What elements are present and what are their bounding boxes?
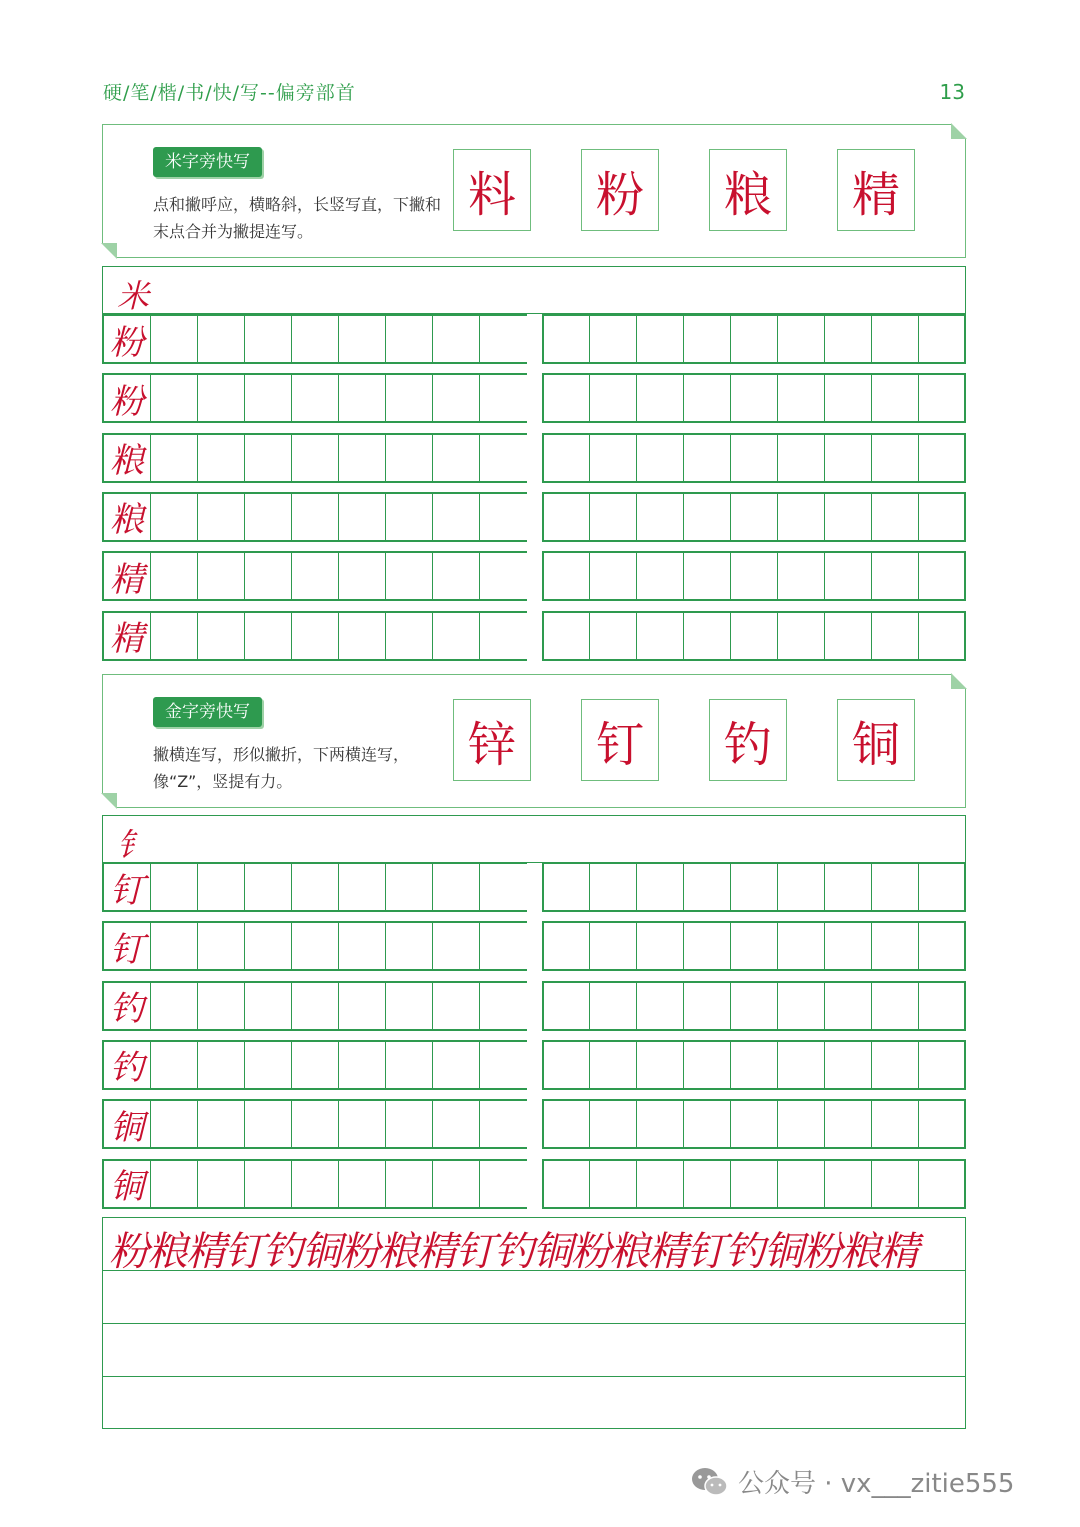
practice-cell[interactable]	[730, 375, 777, 421]
practice-cell[interactable]	[292, 864, 339, 910]
page-header-title: 硬/笔/楷/书/快/写--偏旁部首	[103, 82, 356, 104]
practice-cell[interactable]	[918, 553, 965, 599]
practice-cell[interactable]	[636, 435, 683, 481]
practice-cell[interactable]	[918, 316, 965, 362]
practice-cell[interactable]	[480, 923, 527, 969]
practice-cell[interactable]	[480, 375, 527, 421]
practice-cell[interactable]	[683, 1161, 730, 1207]
practice-cell[interactable]	[386, 1101, 433, 1147]
practice-cell[interactable]	[245, 923, 292, 969]
practice-cell[interactable]	[542, 316, 589, 362]
practice-cell[interactable]	[777, 435, 824, 481]
section-card-jin	[102, 674, 966, 808]
model-row-char: 钉	[104, 923, 151, 969]
practice-cell[interactable]	[386, 864, 433, 910]
model-char-box: 铜	[837, 699, 915, 781]
practice-cell[interactable]	[871, 553, 918, 599]
grid-half-right	[542, 1099, 966, 1149]
footer-text: 公众号 · vx___zitie555	[738, 1469, 1015, 1499]
practice-cell[interactable]	[339, 613, 386, 659]
practice-cell[interactable]	[730, 1101, 777, 1147]
sentence-practice-block	[102, 1217, 966, 1429]
practice-cell[interactable]	[245, 316, 292, 362]
practice-cell[interactable]	[433, 316, 480, 362]
model-char-box: 钉	[581, 699, 659, 781]
practice-cell[interactable]	[198, 983, 245, 1029]
model-row-char: 粮	[104, 435, 151, 481]
practice-sentence: 粉粮精钉钓铜粉粮精钉钓铜粉粮精钉钓铜粉粮精	[109, 1229, 918, 1275]
sentence-line	[103, 1324, 965, 1377]
practice-cell[interactable]	[871, 1042, 918, 1088]
practice-cell[interactable]	[730, 1042, 777, 1088]
section-tag: 金字旁快写	[153, 697, 262, 727]
practice-cell[interactable]	[918, 923, 965, 969]
practice-cell[interactable]	[433, 983, 480, 1029]
practice-cell[interactable]	[292, 375, 339, 421]
practice-cell[interactable]	[871, 375, 918, 421]
practice-cell[interactable]	[683, 375, 730, 421]
practice-cell[interactable]	[433, 923, 480, 969]
practice-cell[interactable]	[871, 1161, 918, 1207]
practice-cell[interactable]	[730, 435, 777, 481]
practice-cell[interactable]	[824, 553, 871, 599]
practice-cell[interactable]	[386, 1161, 433, 1207]
grid-half-right	[542, 1040, 966, 1090]
section-description: 点和撇呼应，横略斜，长竖写直，下撇和末点合并为撇提连写。	[153, 195, 442, 241]
practice-cell[interactable]	[777, 983, 824, 1029]
grid-row	[102, 1099, 966, 1149]
radical-char: 米	[117, 277, 150, 315]
practice-cell[interactable]	[542, 1161, 589, 1207]
model-char-box: 锌	[453, 699, 531, 781]
practice-cell[interactable]	[339, 316, 386, 362]
grid-row	[102, 611, 966, 661]
model-row-char: 粉	[104, 375, 151, 421]
practice-cell[interactable]	[730, 316, 777, 362]
practice-cell[interactable]	[245, 494, 292, 540]
practice-cell[interactable]	[636, 864, 683, 910]
practice-cell[interactable]	[386, 923, 433, 969]
practice-cell[interactable]	[480, 494, 527, 540]
practice-cell[interactable]	[683, 435, 730, 481]
grid-half-left	[102, 1159, 527, 1209]
practice-cell[interactable]	[730, 923, 777, 969]
model-char-box: 粮	[709, 149, 787, 231]
grid-half-left	[102, 862, 527, 912]
grid-half-left	[102, 373, 527, 423]
practice-cell[interactable]	[636, 1042, 683, 1088]
practice-cell[interactable]	[339, 1101, 386, 1147]
practice-cell[interactable]	[824, 923, 871, 969]
practice-cell[interactable]	[589, 553, 636, 599]
practice-cell[interactable]	[683, 1042, 730, 1088]
practice-cell[interactable]	[542, 553, 589, 599]
practice-cell[interactable]	[198, 1161, 245, 1207]
practice-cell[interactable]	[777, 923, 824, 969]
practice-cell[interactable]	[824, 316, 871, 362]
practice-cell[interactable]	[198, 494, 245, 540]
practice-cell[interactable]	[480, 553, 527, 599]
model-row-char: 钓	[104, 983, 151, 1029]
model-char-box: 料	[453, 149, 531, 231]
practice-cell[interactable]	[339, 923, 386, 969]
practice-cell[interactable]	[151, 923, 198, 969]
practice-cell[interactable]	[636, 1101, 683, 1147]
model-row-char: 精	[104, 613, 151, 659]
practice-cell[interactable]	[480, 1161, 527, 1207]
practice-cell[interactable]	[589, 1101, 636, 1147]
practice-cell[interactable]	[292, 1161, 339, 1207]
practice-cell[interactable]	[636, 553, 683, 599]
practice-cell[interactable]	[777, 316, 824, 362]
practice-cell[interactable]	[871, 613, 918, 659]
model-char-box: 钓	[709, 699, 787, 781]
grid-half-right	[542, 551, 966, 601]
practice-cell[interactable]	[151, 1161, 198, 1207]
practice-cell[interactable]	[245, 864, 292, 910]
grid-half-left	[102, 611, 527, 661]
practice-cell[interactable]	[777, 1161, 824, 1207]
practice-cell[interactable]	[542, 375, 589, 421]
practice-cell[interactable]	[683, 316, 730, 362]
practice-cell[interactable]	[777, 1042, 824, 1088]
practice-cell[interactable]	[292, 553, 339, 599]
page-fold-corner	[101, 243, 117, 259]
page-fold-corner	[951, 123, 967, 139]
practice-cell[interactable]	[292, 1101, 339, 1147]
practice-cell[interactable]	[542, 1042, 589, 1088]
practice-cell[interactable]	[824, 435, 871, 481]
practice-cell[interactable]	[542, 494, 589, 540]
practice-cell[interactable]	[480, 983, 527, 1029]
practice-cell[interactable]	[542, 923, 589, 969]
practice-cell[interactable]	[636, 923, 683, 969]
practice-cell[interactable]	[198, 435, 245, 481]
section-card-mi	[102, 124, 966, 258]
model-row-char: 铜	[104, 1161, 151, 1207]
practice-cell[interactable]	[339, 553, 386, 599]
practice-cell[interactable]	[871, 923, 918, 969]
practice-cell[interactable]	[918, 1101, 965, 1147]
practice-cell[interactable]	[245, 1042, 292, 1088]
model-row-char: 铜	[104, 1101, 151, 1147]
practice-cell[interactable]	[433, 553, 480, 599]
practice-cell[interactable]	[151, 494, 198, 540]
practice-cell[interactable]	[589, 983, 636, 1029]
practice-cell[interactable]	[777, 553, 824, 599]
practice-cell[interactable]	[636, 1161, 683, 1207]
practice-cell[interactable]	[918, 494, 965, 540]
practice-cell[interactable]	[151, 375, 198, 421]
practice-cell[interactable]	[871, 494, 918, 540]
practice-cell[interactable]	[151, 553, 198, 599]
practice-cell[interactable]	[198, 613, 245, 659]
practice-cell[interactable]	[542, 1101, 589, 1147]
practice-cell[interactable]	[433, 864, 480, 910]
practice-cell[interactable]	[151, 316, 198, 362]
practice-cell[interactable]	[198, 864, 245, 910]
practice-cell[interactable]	[636, 613, 683, 659]
practice-cell[interactable]	[683, 613, 730, 659]
practice-cell[interactable]	[636, 316, 683, 362]
grid-half-left	[102, 981, 527, 1031]
practice-cell[interactable]	[589, 435, 636, 481]
practice-cell[interactable]	[777, 375, 824, 421]
practice-cell[interactable]	[292, 316, 339, 362]
grid-half-left	[102, 1099, 527, 1149]
practice-cell[interactable]	[542, 864, 589, 910]
sentence-line	[103, 1218, 965, 1275]
practice-cell[interactable]	[245, 983, 292, 1029]
practice-cell[interactable]	[636, 983, 683, 1029]
practice-cell[interactable]	[292, 435, 339, 481]
practice-cell[interactable]	[824, 983, 871, 1029]
section-description: 撇横连写，形似撇折，下两横连写，像“Z”，竖提有力。	[153, 745, 410, 791]
practice-cell[interactable]	[245, 553, 292, 599]
practice-cell[interactable]	[918, 1042, 965, 1088]
practice-cell[interactable]	[386, 553, 433, 599]
practice-cell[interactable]	[151, 613, 198, 659]
grid-row	[102, 314, 966, 364]
model-row-char: 粮	[104, 494, 151, 540]
wechat-icon	[690, 1466, 730, 1498]
practice-cell[interactable]	[433, 435, 480, 481]
grid-half-right	[542, 862, 966, 912]
practice-cell[interactable]	[433, 1042, 480, 1088]
practice-cell[interactable]	[683, 494, 730, 540]
grid-row	[102, 981, 966, 1031]
grid-row	[102, 492, 966, 542]
practice-cell[interactable]	[151, 435, 198, 481]
grid-half-left	[102, 433, 527, 483]
practice-cell[interactable]	[777, 494, 824, 540]
page-number: 13	[939, 80, 965, 104]
grid-half-right	[542, 1159, 966, 1209]
practice-cell[interactable]	[339, 435, 386, 481]
practice-cell[interactable]	[683, 983, 730, 1029]
practice-cell[interactable]	[386, 494, 433, 540]
radical-char: 钅	[117, 826, 150, 864]
model-row-char: 精	[104, 553, 151, 599]
practice-cell[interactable]	[730, 553, 777, 599]
practice-cell[interactable]	[292, 1042, 339, 1088]
practice-cell[interactable]	[198, 923, 245, 969]
practice-cell[interactable]	[245, 435, 292, 481]
practice-cell[interactable]	[683, 923, 730, 969]
grid-half-right	[542, 611, 966, 661]
practice-cell[interactable]	[480, 864, 527, 910]
practice-cell[interactable]	[245, 613, 292, 659]
grid-half-right	[542, 981, 966, 1031]
model-char-box: 粉	[581, 149, 659, 231]
practice-cell[interactable]	[589, 1042, 636, 1088]
practice-cell[interactable]	[636, 494, 683, 540]
grid-row	[102, 1159, 966, 1209]
grid-row	[102, 862, 966, 912]
practice-cell[interactable]	[777, 1101, 824, 1147]
practice-cell[interactable]	[245, 1161, 292, 1207]
practice-cell[interactable]	[151, 864, 198, 910]
practice-cell[interactable]	[339, 983, 386, 1029]
practice-cell[interactable]	[589, 1161, 636, 1207]
grid-row	[102, 433, 966, 483]
practice-cell[interactable]	[433, 375, 480, 421]
practice-cell[interactable]	[198, 553, 245, 599]
practice-cell[interactable]	[480, 1101, 527, 1147]
practice-cell[interactable]	[824, 494, 871, 540]
practice-cell[interactable]	[339, 494, 386, 540]
grid-half-left	[102, 921, 527, 971]
practice-cell[interactable]	[730, 613, 777, 659]
grid-half-left	[102, 1040, 527, 1090]
practice-cell[interactable]	[292, 983, 339, 1029]
practice-cell[interactable]	[918, 1161, 965, 1207]
page-fold-corner	[951, 673, 967, 689]
page-fold-corner	[101, 793, 117, 809]
practice-cell[interactable]	[433, 613, 480, 659]
practice-cell[interactable]	[151, 983, 198, 1029]
practice-cell[interactable]	[589, 375, 636, 421]
practice-cell[interactable]	[730, 983, 777, 1029]
practice-cell[interactable]	[918, 864, 965, 910]
practice-cell[interactable]	[480, 613, 527, 659]
practice-cell[interactable]	[871, 316, 918, 362]
practice-cell[interactable]	[636, 375, 683, 421]
practice-cell[interactable]	[198, 316, 245, 362]
practice-cell[interactable]	[918, 983, 965, 1029]
practice-cell[interactable]	[386, 375, 433, 421]
practice-cell[interactable]	[589, 864, 636, 910]
grid-half-right	[542, 492, 966, 542]
practice-cell[interactable]	[151, 1101, 198, 1147]
practice-cell[interactable]	[683, 1101, 730, 1147]
grid-half-left	[102, 492, 527, 542]
radical-row	[102, 815, 966, 863]
practice-cell[interactable]	[339, 1161, 386, 1207]
section-tag: 米字旁快写	[153, 147, 262, 177]
practice-cell[interactable]	[824, 1161, 871, 1207]
practice-cell[interactable]	[386, 435, 433, 481]
grid-half-left	[102, 551, 527, 601]
practice-cell[interactable]	[683, 864, 730, 910]
grid-row	[102, 921, 966, 971]
practice-cell[interactable]	[824, 864, 871, 910]
practice-cell[interactable]	[480, 1042, 527, 1088]
practice-cell[interactable]	[589, 923, 636, 969]
practice-cell[interactable]	[339, 1042, 386, 1088]
practice-cell[interactable]	[198, 1042, 245, 1088]
practice-cell[interactable]	[824, 1101, 871, 1147]
practice-cell[interactable]	[918, 613, 965, 659]
practice-cell[interactable]	[824, 375, 871, 421]
practice-cell[interactable]	[386, 316, 433, 362]
practice-cell[interactable]	[198, 375, 245, 421]
practice-cell[interactable]	[542, 613, 589, 659]
practice-cell[interactable]	[292, 923, 339, 969]
practice-cell[interactable]	[292, 613, 339, 659]
model-row-char: 钓	[104, 1042, 151, 1088]
practice-cell[interactable]	[871, 1101, 918, 1147]
practice-cell[interactable]	[245, 375, 292, 421]
practice-cell[interactable]	[730, 1161, 777, 1207]
practice-cell[interactable]	[433, 1101, 480, 1147]
sentence-line	[103, 1271, 965, 1324]
practice-cell[interactable]	[918, 435, 965, 481]
practice-cell[interactable]	[589, 613, 636, 659]
radical-row	[102, 266, 966, 314]
practice-cell[interactable]	[480, 316, 527, 362]
practice-cell[interactable]	[386, 983, 433, 1029]
practice-cell[interactable]	[198, 1101, 245, 1147]
model-row-char: 钉	[104, 864, 151, 910]
practice-cell[interactable]	[245, 1101, 292, 1147]
practice-cell[interactable]	[386, 613, 433, 659]
practice-cell[interactable]	[589, 494, 636, 540]
practice-cell[interactable]	[871, 864, 918, 910]
practice-cell[interactable]	[730, 864, 777, 910]
practice-cell[interactable]	[542, 983, 589, 1029]
model-row-char: 粉	[104, 316, 151, 362]
practice-cell[interactable]	[871, 983, 918, 1029]
grid-row	[102, 551, 966, 601]
practice-cell[interactable]	[339, 375, 386, 421]
practice-cell[interactable]	[918, 375, 965, 421]
grid-half-right	[542, 373, 966, 423]
practice-cell[interactable]	[730, 494, 777, 540]
practice-cell[interactable]	[589, 316, 636, 362]
practice-cell[interactable]	[542, 435, 589, 481]
practice-cell[interactable]	[871, 435, 918, 481]
practice-cell[interactable]	[386, 1042, 433, 1088]
practice-cell[interactable]	[433, 494, 480, 540]
practice-cell[interactable]	[824, 1042, 871, 1088]
practice-cell[interactable]	[292, 494, 339, 540]
practice-cell[interactable]	[339, 864, 386, 910]
footer-watermark	[690, 1463, 1014, 1500]
grid-row	[102, 1040, 966, 1090]
grid-half-right	[542, 314, 966, 364]
model-char-box: 精	[837, 149, 915, 231]
grid-half-right	[542, 433, 966, 483]
practice-cell[interactable]	[151, 1042, 198, 1088]
practice-cell[interactable]	[683, 553, 730, 599]
grid-half-left	[102, 314, 527, 364]
practice-cell[interactable]	[777, 613, 824, 659]
practice-cell[interactable]	[824, 613, 871, 659]
grid-row	[102, 373, 966, 423]
practice-cell[interactable]	[433, 1161, 480, 1207]
grid-half-right	[542, 921, 966, 971]
practice-cell[interactable]	[480, 435, 527, 481]
practice-cell[interactable]	[777, 864, 824, 910]
